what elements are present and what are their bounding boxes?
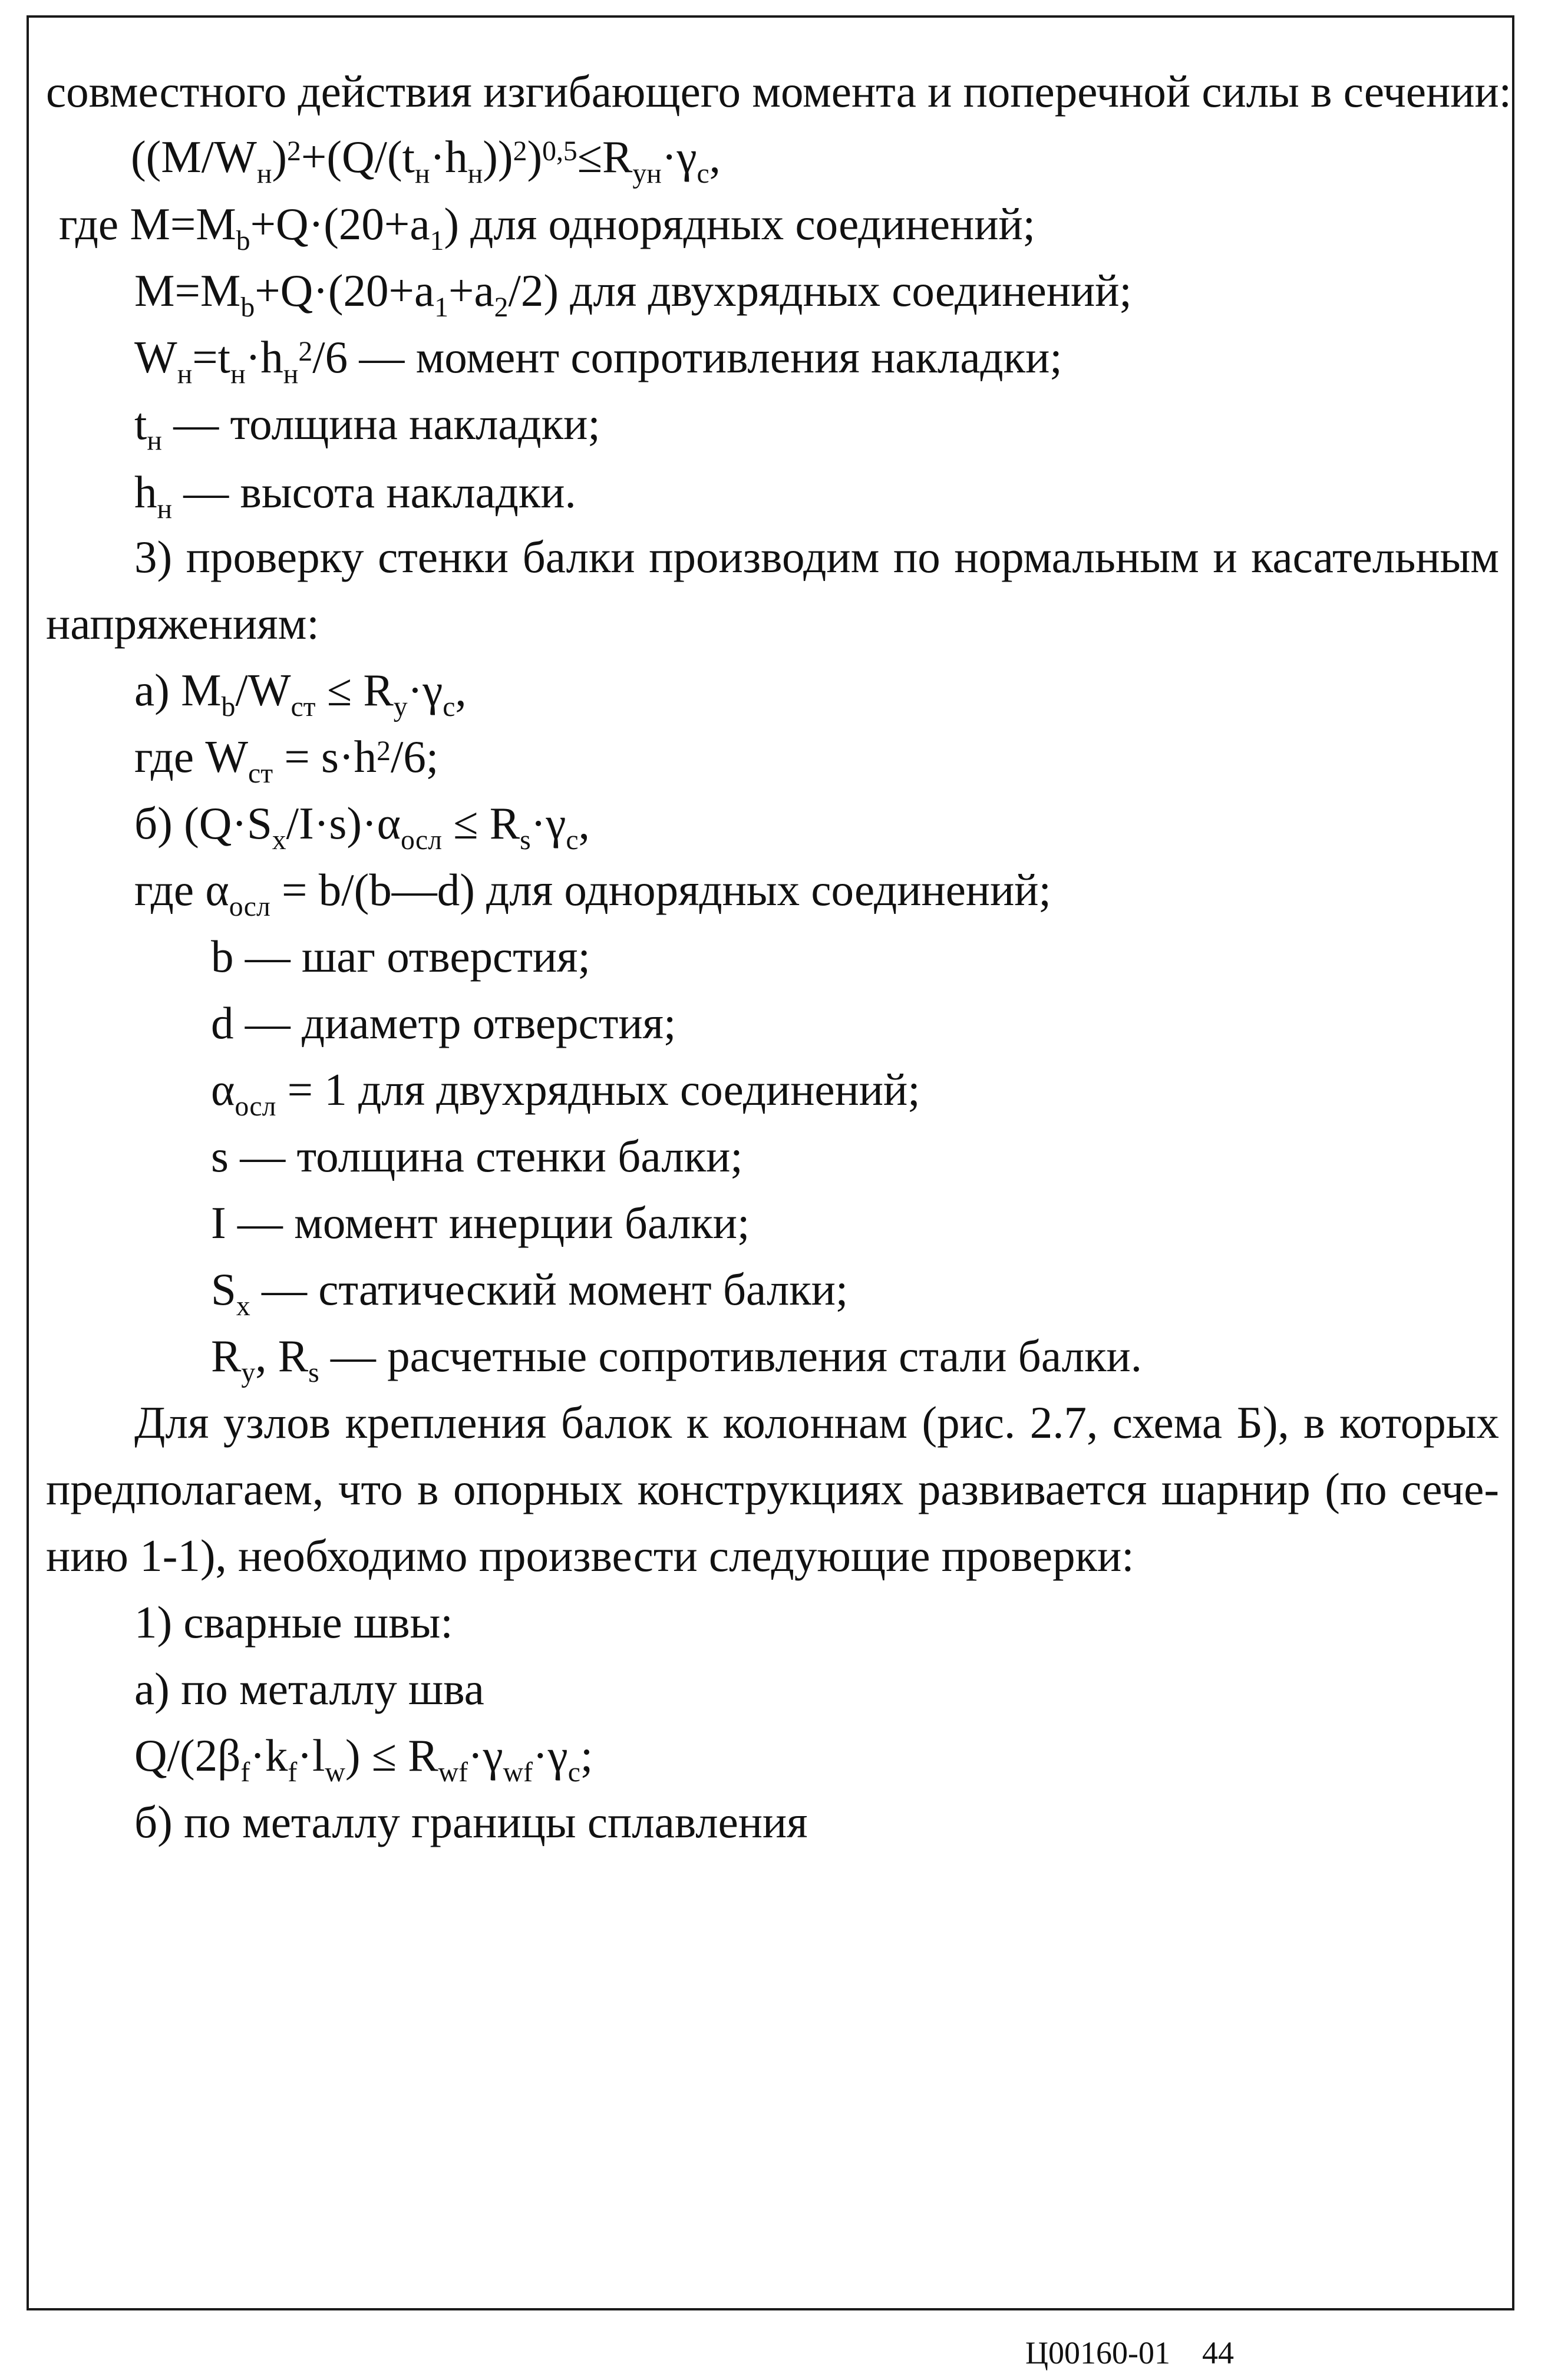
text-line-9: напряжениям: xyxy=(46,598,319,649)
text-line-22: предполагаем, что в опорных конструкциях развивается шарнир (по сече- xyxy=(46,1464,1499,1514)
text-line-27: б) по металлу границы сплавления xyxy=(134,1797,808,1847)
formula-shear-stress: б) $(Q\cdot S_x/I\cdot s)\cdot\alpha_{осл} \le R_s\cdot\gamma_c$, xyxy=(134,798,590,856)
formula-normal-stress: а) $M_b/W_{ст} \le R_y\cdot\gamma_c$, xyxy=(134,665,467,723)
text-line-20: $R_y$, $R_s$ — расчетные сопротивления стали балки. xyxy=(211,1331,1142,1389)
text-line-11: где $W_{ст} = s\cdot h^2/6$; xyxy=(134,731,439,790)
text-line-5: $W_н=t_н\cdot h_н^2/6$ — момент сопротивления накладки; xyxy=(134,332,1062,390)
text-line-6: $t_н$ — толщина накладки; xyxy=(134,398,600,457)
text-line-18: I — момент инерции балки; xyxy=(211,1197,750,1248)
text-line-14: b — шаг отверстия; xyxy=(211,931,590,982)
text-line-23: нию 1-1), необходимо произвести следующие проверки: xyxy=(46,1530,1134,1581)
text-line-16: $\alpha_{осл} = 1$ для двухрядных соединений; xyxy=(211,1064,920,1123)
text-line-15: d — диаметр отверстия; xyxy=(211,998,676,1048)
text-line-19: $S_x$ — статический момент балки; xyxy=(211,1264,849,1322)
document-code: Ц00160-01 xyxy=(1025,2335,1170,2371)
text-line-25: а) по металлу шва xyxy=(134,1663,484,1714)
text-line-1: совместного действия изгибающего момента и поперечной силы в сечении: xyxy=(46,66,1512,117)
page-number: 44 xyxy=(1202,2335,1234,2371)
text-line-13: где $\alpha_{осл}$ = b/(b—d) для однорядных соединений; xyxy=(134,864,1051,923)
text-line-4: $M=M_b+Q\cdot(20+a_1+a_2/2)$ для двухрядных соединений; xyxy=(134,265,1132,324)
text-line-3: где $M=M_b+Q\cdot(20+a_1)$ для однорядных соединений; xyxy=(59,199,1036,257)
text-line-8: 3) проверку стенки балки производим по нормальным и касательным xyxy=(134,532,1499,582)
text-line-17: s — толщина стенки балки; xyxy=(211,1131,743,1181)
text-line-7: $h_н$ — высота накладки. xyxy=(134,467,576,525)
text-line-24: 1) сварные швы: xyxy=(134,1597,453,1648)
formula-weld-metal: $Q/(2\beta_f\cdot k_f\cdot l_w) \le R_{wf}\cdot\gamma_{wf}\cdot\gamma_c$; xyxy=(134,1730,593,1788)
text-line-21: Для узлов крепления балок к колоннам (рис. 2.7, схема Б), в которых xyxy=(134,1397,1499,1448)
formula-combined-stress: $((M/W_н)^2+(Q/(t_н\cdot h_н))^2)^{0,5}\le R_{ун}\cdot\gamma_c$, xyxy=(131,131,721,190)
